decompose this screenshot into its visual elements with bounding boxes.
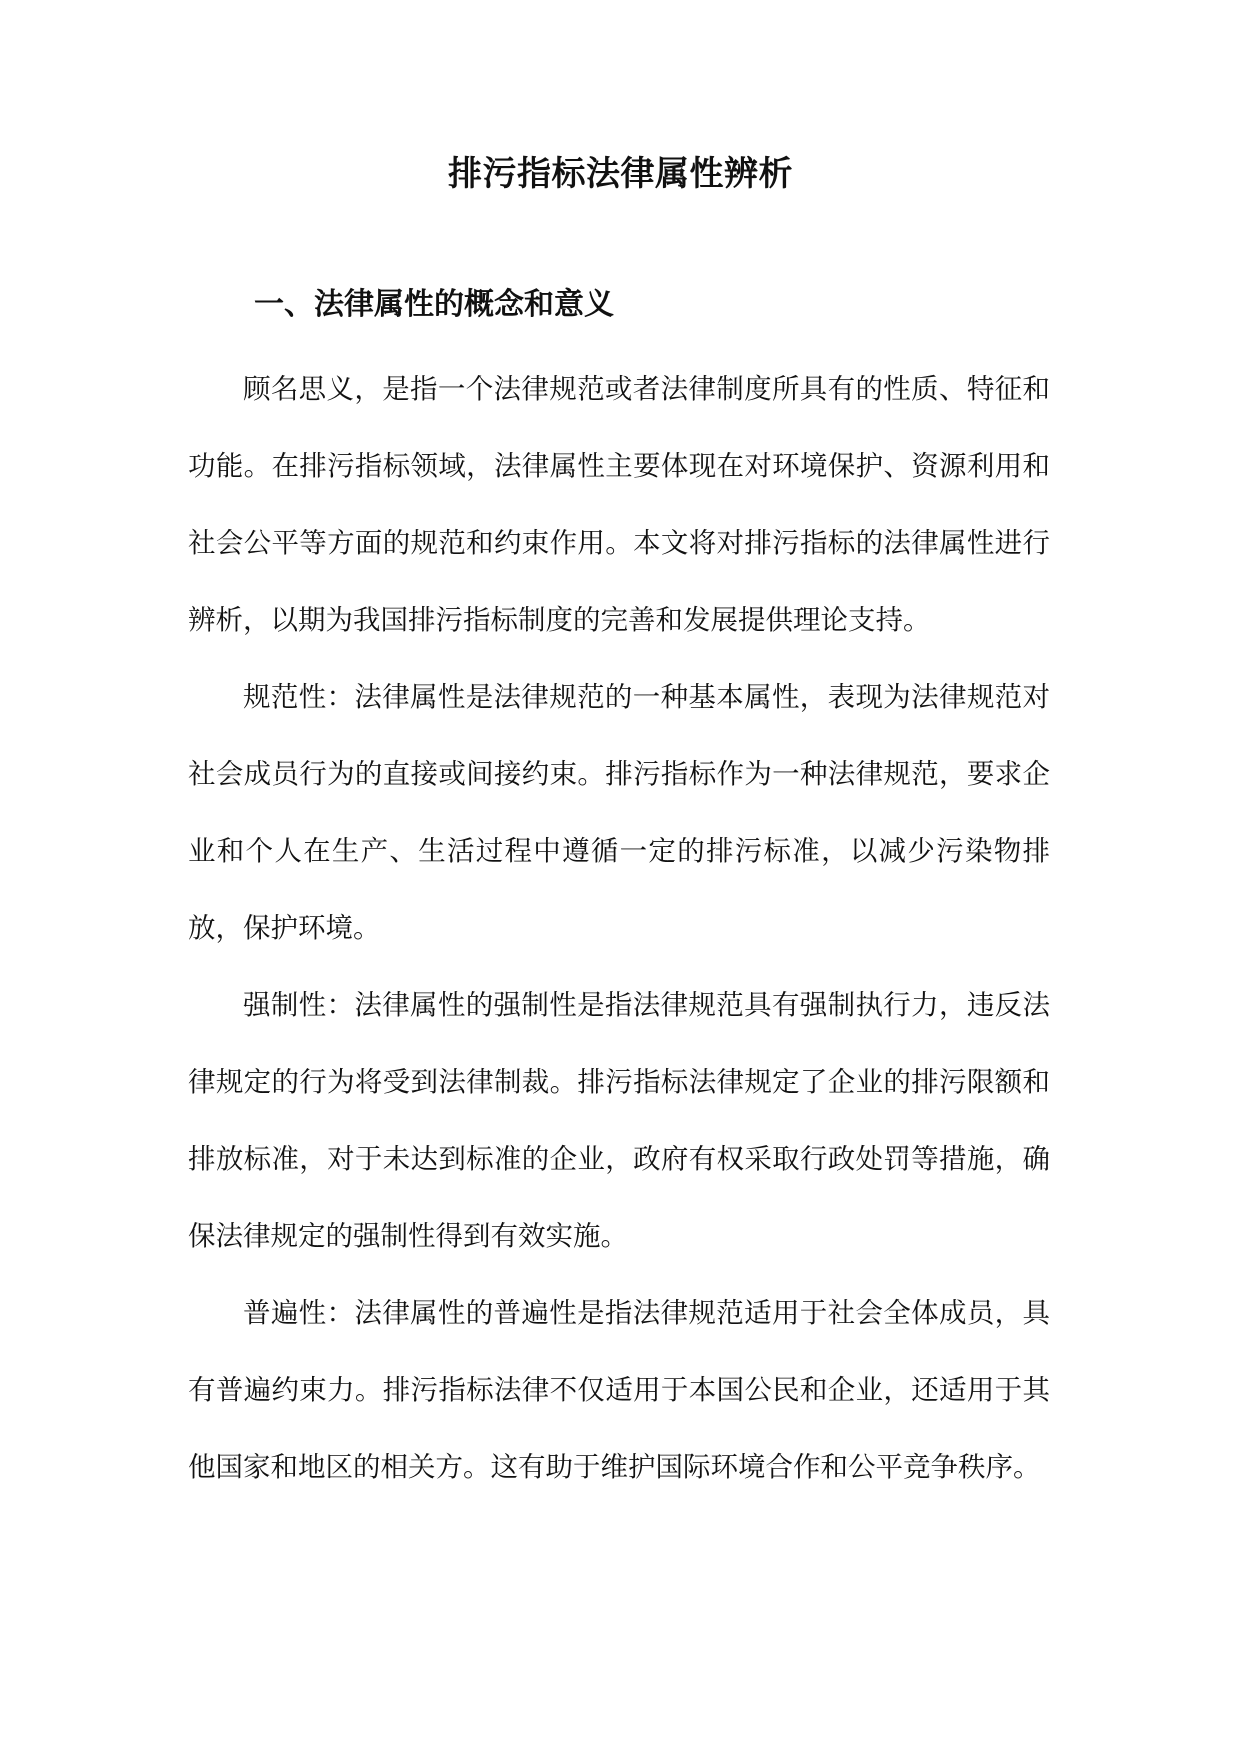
document-title: 排污指标法律属性辨析 [448,154,793,194]
body-paragraph: 顾名思义，是指一个法律规范或者法律制度所具有的性质、特征和功能。在排污指标领域，法律属性主要体现在对环境保护、资源利用和社会公平等方面的规范和约束作用。本文将对排污指标的法律属性进行辨析，以期为我国排污指标制度的完善和发展提供理论支持。 [188,373,1050,636]
section-heading: 一、法律属性的概念和意义 [254,287,614,322]
body-paragraph: 普遍性：法律属性的普遍性是指法律规范适用于社会全体成员，具有普遍约束力。排污指标法律不仅适用于本国公民和企业，还适用于其他国家和地区的相关方。这有助于维护国际环境合作和公平竞争秩序。 [188,1297,1050,1483]
body-paragraph: 规范性：法律属性是法律规范的一种基本属性，表现为法律规范对社会成员行为的直接或间接约束。排污指标作为一种法律规范，要求企业和个人在生产、生活过程中遵循一定的排污标准，以减少污染物排放，保护环境。 [188,681,1050,944]
body-paragraph: 强制性：法律属性的强制性是指法律规范具有强制执行力，违反法律规定的行为将受到法律制裁。排污指标法律规定了企业的排污限额和排放标准，对于未达到标准的企业，政府有权采取行政处罚等措施，确保法律规定的强制性得到有效实施。 [188,989,1050,1252]
